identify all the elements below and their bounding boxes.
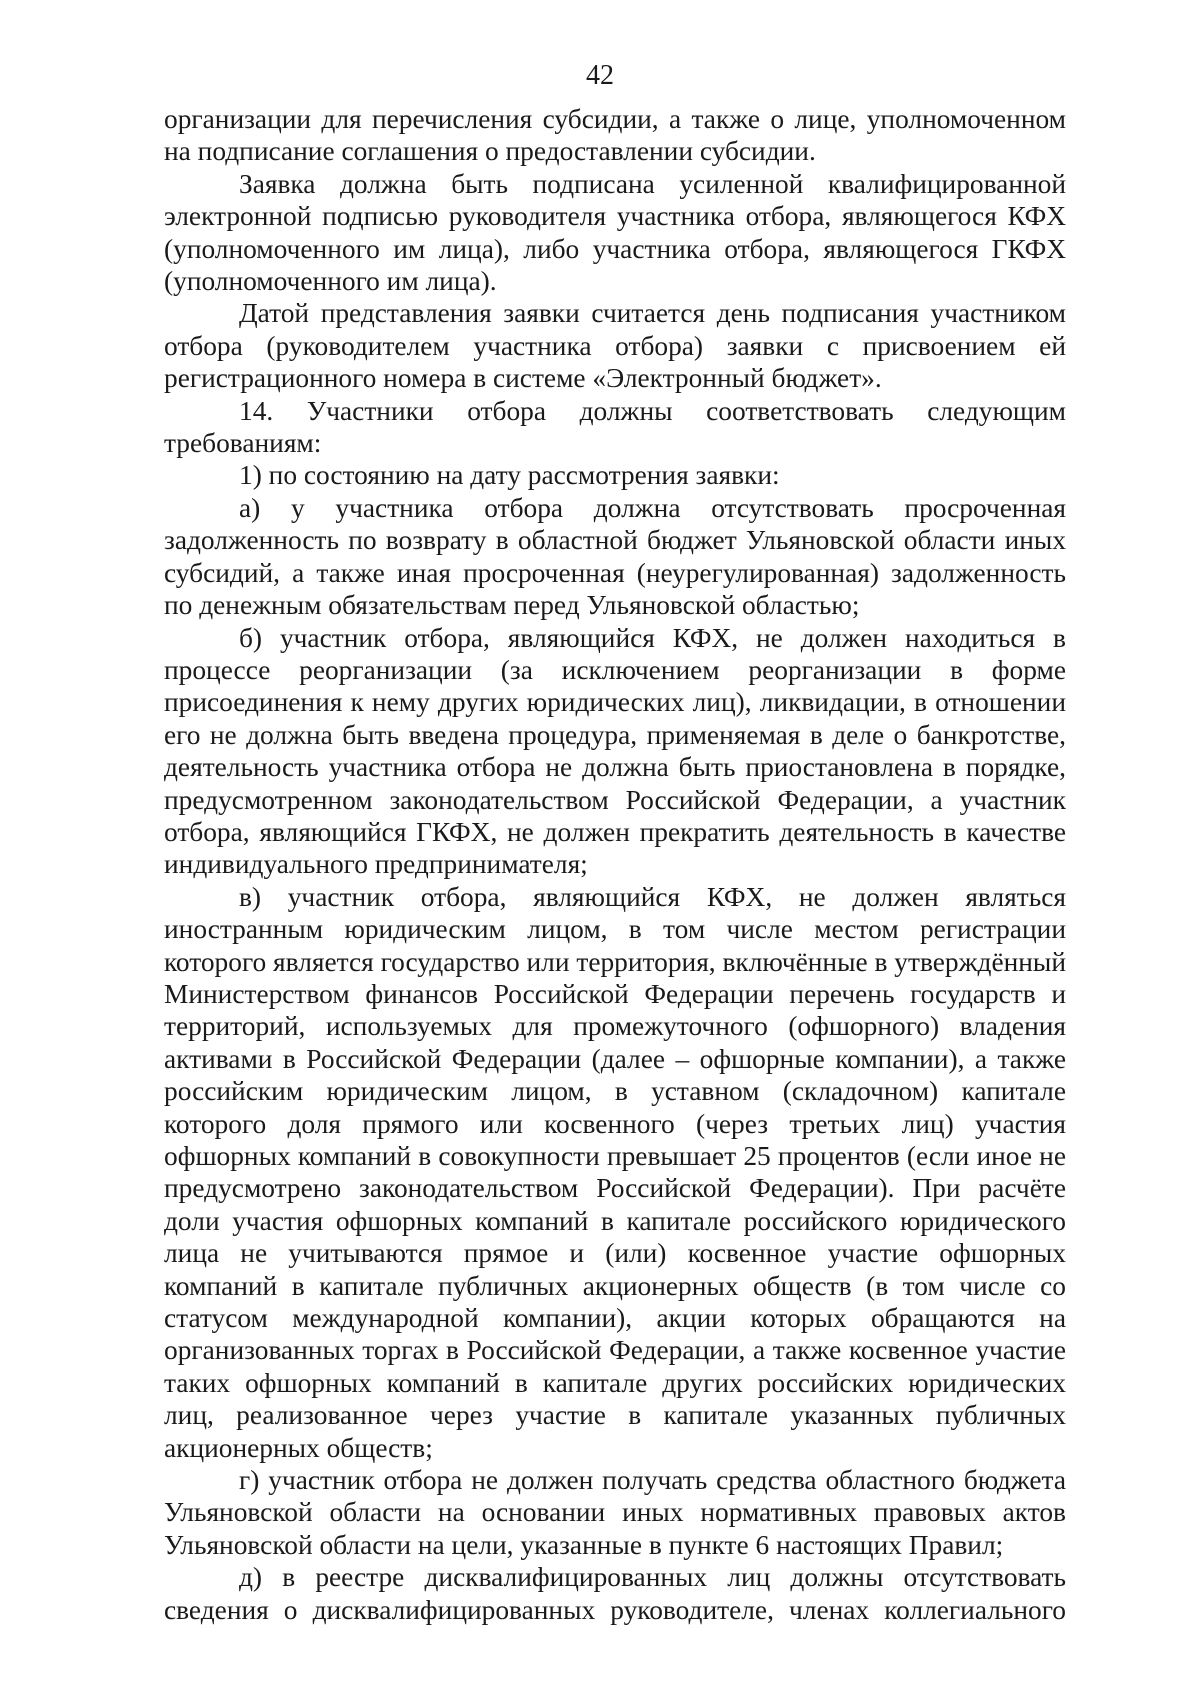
paragraph-subitem-g: г) участник отбора не должен получать средства областного бюджета Ульяновской области на основании иных нормативных правовых актов Ульяновской области на цели, указанные в пункте 6 настоящих Правил; [164, 1465, 1066, 1560]
paragraph-signature-requirement: Заявка должна быть подписана усиленной квалифицированной электронной подписью руководителя участника отбора, являющегося КФХ (уполномоченного им лица), либо участника отбора, являющегося ГКФХ (уполномоченного им лица). [164, 168, 1066, 297]
paragraph-subitem-v: в) участник отбора, являющийся КФХ, не должен являться иностранным юридическим лицом, в том числе местом регистрации которого является государство или территория, включённые в утверждённый Министерством финансов Российской Федерации перечень государств и территорий, используемых для промежуточного (офшорного) владения активами в Российской Федерации (далее – офшорные компании), а также российским юридическим лицом, в уставном (складочном) капитале которого доля прямого или косвенного (через третьих лиц) участия офшорных компаний в совокупности превышает 25 процентов (если иное не предусмотрено законодательством Российской Федерации). При расчёте доли участия офшорных компаний в капитале российского юридического лица не учитываются прямое и (или) косвенное участие офшорных компаний в капитале публичных акционерных обществ (в том числе со статусом международной компании), акции которых обращаются на организованных торгах в Российской Федерации, а также косвенное участие таких офшорных компаний в капитале других российских юридических лиц, реализованное через участие в капитале указанных публичных акционерных обществ; [164, 881, 1066, 1463]
paragraph-subitem-d: д) в реестре дисквалифицированных лиц должны отсутствовать сведения о дисквалифицированных руководителе, членах коллегиального [164, 1562, 1066, 1625]
document-body [164, 103, 1066, 1626]
paragraph-item-14: 14. Участники отбора должны соответствовать следующим требованиям: [164, 395, 1066, 459]
paragraph-submission-date: Датой представления заявки считается день подписания участником отбора (руководителем участника отбора) заявки с присвоением ей регистрационного номера в системе «Электронный бюджет». [164, 298, 1066, 394]
paragraph-subitem-1: 1) по состоянию на дату рассмотрения заявки: [239, 460, 780, 491]
paragraph-subitem-a: а) у участника отбора должна отсутствовать просроченная задолженность по возврату в областной бюджет Ульяновской области иных субсидий, а также иная просроченная (неурегулированная) задолженность по денежным обязательствам перед Ульяновской областью; [164, 492, 1066, 621]
paragraph-subitem-b: б) участник отбора, являющийся КФХ, не должен находиться в процессе реорганизации (за исключением реорганизации в форме присоединения к нему других юридических лиц), ликвидации, в отношении его не должна быть введена процедура, применяемая в деле о банкротстве, деятельность участника отбора не должна быть приостановлена в порядке, предусмотренном законодательством Российской Федерации, а участник отбора, являющийся ГКФХ, не должен прекратить деятельность в качестве индивидуального предпринимателя; [164, 622, 1066, 880]
paragraph-continuation: организации для перечисления субсидии, а также о лице, уполномоченном на подписание соглашения о предоставлении субсидии. [164, 104, 1066, 167]
page-number: 42 [586, 60, 614, 91]
